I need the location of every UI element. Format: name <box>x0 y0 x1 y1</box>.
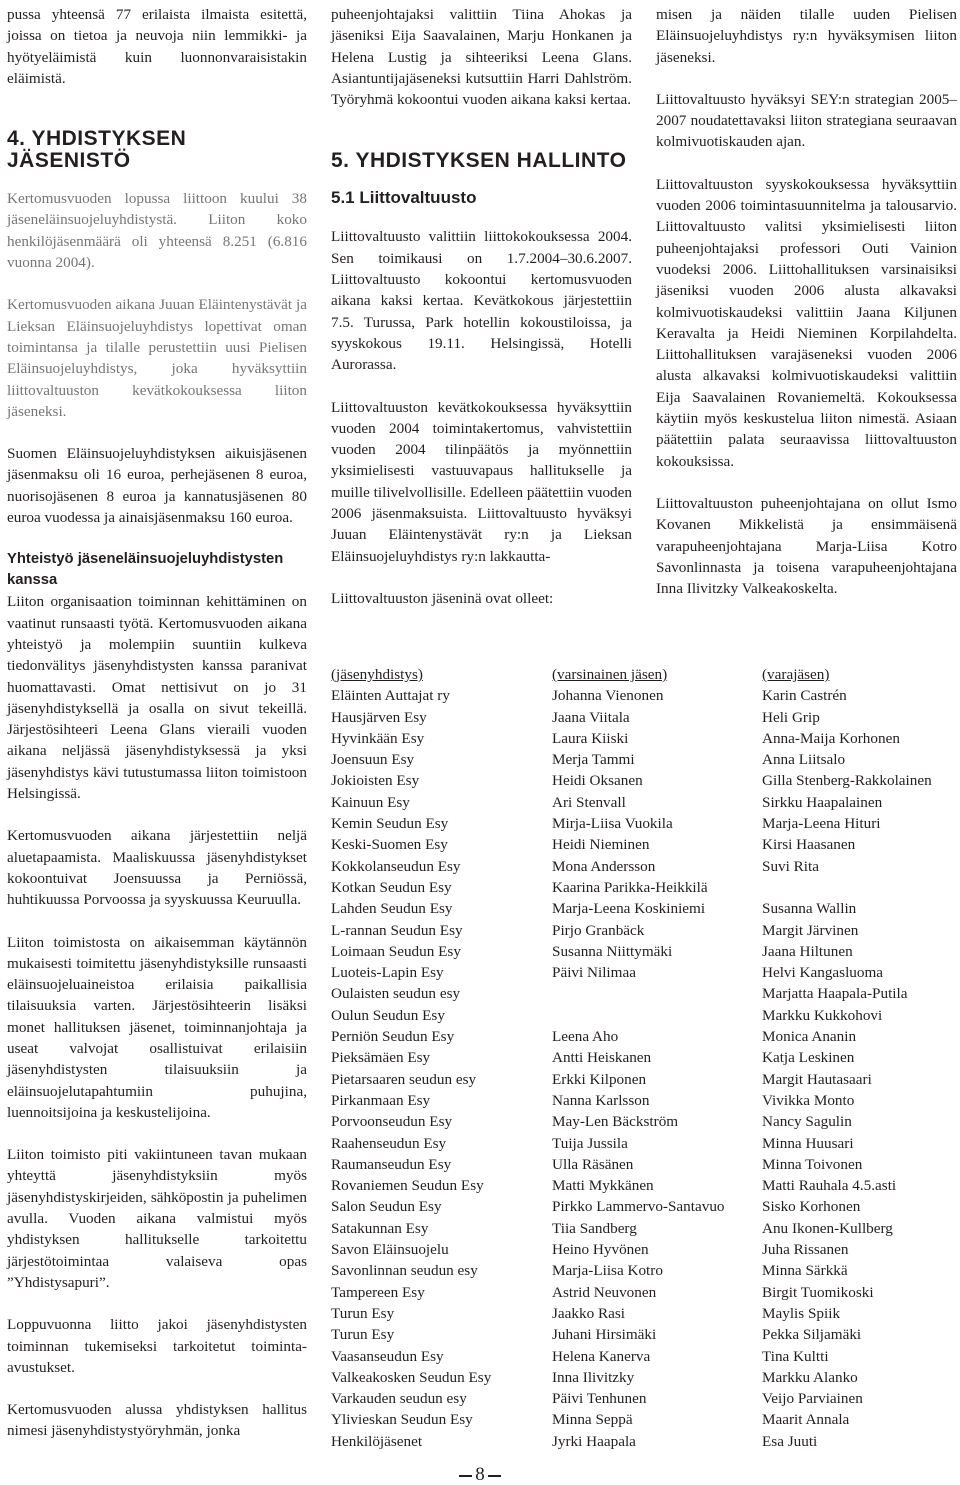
member-name: Marja-Leena Koskiniemi <box>552 900 706 918</box>
deputy-name: Minna Huusari <box>762 1134 854 1152</box>
association-name: Kemin Seudun Esy <box>331 815 449 833</box>
association-name: Kainuun Esy <box>331 793 410 811</box>
deputy-name: Maylis Spiik <box>762 1304 841 1322</box>
membership-fees-paragraph: Suomen Eläinsuojeluyhdistyksen aikuisjäsenen jäsenmaksu oli 16 euroa, perhejäsenen 8 euroa, nuorisojäsenen 8 euroa ja kannatusjäsenen 80 euroa vuodessa ja ainaisjäsenmaksu 160 euroa. <box>7 445 307 527</box>
deputy-name: Tina Kultti <box>762 1347 829 1365</box>
spring-meeting-paragraph: Liittovaltuuston kevätkokouksessa hyväksyttiin vuoden 2004 toimintakertomus, vahvistettiin vuoden 2004 tilinpäätös ja myönnettiin yksimielisesti vastuuvapaus hallitukselle ja muille tilivelvollisille. Edelleen päätettiin vuoden 2006 jäsenmaksuista. Liittovaltuusto hyväksyi Juuan Eläintenystävät ry:n ja Lieksan Eläinsuojeluyhdistys ry:n lakkautta- <box>331 398 632 565</box>
materials-paragraph: Liiton toimistosta on aikaisemman käytännön mukaisesti toimitettu jäsenyhdistyksille runsaasti eläinsuojeluaineistoa erilaisia paikallisia tilaisuuksia varten. Järjestösihteerin lisäksi monet hallituksen jäsenet, toiminnanjohtaja ja useat valvojat osallistuivat erilaisiin jäsenyhdistysten tilaisuuksiin ja eläinsuojelutapahtumiin puhujina, luennoitsijoina ja keskustelijoina. <box>7 933 307 1121</box>
association-name: Hyvinkään Esy <box>331 729 425 747</box>
member-name: Leena Aho <box>552 1028 619 1046</box>
section-5-heading: 5. YHDISTYKSEN HALLINTO <box>331 149 627 173</box>
deputy-name: Minna Toivonen <box>762 1155 863 1173</box>
deputy-name: Heli Grip <box>762 708 820 726</box>
member-name: Susanna Niittymäki <box>552 942 673 960</box>
working-group-paragraph: Kertomusvuoden alussa yhdistyksen hallitus nimesi jäsenyhdistystyöryhmän, jonka <box>7 1401 307 1440</box>
member-name: Päivi Tenhunen <box>552 1390 647 1408</box>
member-name: Tuija Jussila <box>552 1134 628 1152</box>
deputy-column-header: (varajäsen) <box>762 666 830 683</box>
middle-column <box>331 4 632 630</box>
association-name: Vaasanseudun Esy <box>331 1347 444 1365</box>
member-name: Ari Stenvall <box>552 793 626 811</box>
contact-paragraph: Liiton toimisto piti vakiintuneen tavan mukaan yhteyttä jäsenyhdistyksiin myös jäsenyhdistyskirjeiden, sähköpostin ja puhelimen avulla. Vuoden aikana valmistui myös yhdistyksen hallitukselle tarkoitettu järjestötoimintaa valaiseva opas ”Yhdistysapuri”. <box>7 1146 307 1291</box>
membership-paragraph: Kertomusvuoden lopussa liittoon kuului 38 jäseneläinsuojeluyhdistystä. Liiton koko henkilöjäsenmäärä oli yhteensä 8.251 (6.816 vuonna 2004). <box>7 190 307 272</box>
deputy-name: Juha Rissanen <box>762 1241 849 1259</box>
association-name: Turun Esy <box>331 1326 395 1344</box>
association-name: Oulun Seudun Esy <box>331 1006 445 1024</box>
deputy-name: Margit Hautasaari <box>762 1070 872 1088</box>
association-name: Pirkanmaan Esy <box>331 1091 431 1109</box>
association-name: Satakunnan Esy <box>331 1219 429 1237</box>
deputy-name: Marjatta Haapala-Putila <box>762 985 908 1003</box>
member-name: Pirjo Granbäck <box>552 921 645 939</box>
association-name: Perniön Seudun Esy <box>331 1028 455 1046</box>
member-name: Antti Heiskanen <box>552 1049 652 1067</box>
section-5-1-heading: 5.1 Liittovaltuusto <box>331 188 477 208</box>
member-name: Tiia Sandberg <box>552 1219 637 1237</box>
association-name: Pieksämäen Esy <box>331 1049 431 1067</box>
association-name: Luoteis-Lapin Esy <box>331 964 444 982</box>
association-name: Henkilöjäsenet <box>331 1432 423 1450</box>
association-name: Eläinten Auttajat ry <box>331 687 450 705</box>
members-intro: Liittovaltuuston jäseninä ovat olleet: <box>331 589 554 607</box>
association-name: Varkauden seudun esy <box>331 1390 467 1408</box>
section-4-heading: 4. YHDISTYKSEN JÄSENISTÖ <box>7 127 187 173</box>
association-name: Ylivieskan Seudun Esy <box>331 1411 473 1429</box>
member-column-header: (varsinainen jäsen) <box>552 666 668 683</box>
association-name: Raahenseudun Esy <box>331 1134 447 1152</box>
deputy-name: Pekka Siljamäki <box>762 1326 862 1344</box>
cooperation-subheading: Yhteistyö jäseneläinsuojeluyhdistysten kanssa <box>7 551 284 589</box>
member-name: Laura Kiiski <box>552 729 629 747</box>
member-name: Mirja-Liisa Vuokila <box>552 815 673 833</box>
member-name <box>552 1005 761 1026</box>
deputy-name: Veijo Parviainen <box>762 1390 863 1408</box>
association-name: Lahden Seudun Esy <box>331 900 453 918</box>
deputy-name: Gilla Stenberg-Rakkolainen <box>762 772 932 790</box>
deputy-name: Marja-Leena Hituri <box>762 815 881 833</box>
page-number: 8 <box>475 1464 485 1485</box>
member-name: Ulla Räsänen <box>552 1155 634 1173</box>
association-name: Porvoonseudun Esy <box>331 1113 453 1131</box>
member-name: Pirkko Lammervo-Santavuo <box>552 1198 725 1216</box>
deputy-name <box>762 877 959 898</box>
deputy-name: Nancy Sagulin <box>762 1113 852 1131</box>
association-name: Salon Seudun Esy <box>331 1198 442 1216</box>
deputy-name: Maarit Annala <box>762 1411 850 1429</box>
deputy-name: Jaana Hiltunen <box>762 942 853 960</box>
council-paragraph: Liittovaltuusto valittiin liittokokouksessa 2004. Sen toimikausi on 1.7.2004–30.6.2007. Liittovaltuusto kokoontui kertomusvuoden aikana kaksi kertaa. Kevätkokous järjestettiin 7.5. Turussa, Park hotellin kokoustiloissa, ja syyskokous 19.11. Helsingissä, Hotelli Aurorassa. <box>331 228 632 374</box>
member-name: Merja Tammi <box>552 751 635 769</box>
member-name: Jaana Viitala <box>552 708 630 726</box>
member-name: Marja-Liisa Kotro <box>552 1262 663 1280</box>
autumn-meeting-paragraph: Liittovaltuuston syyskokouksessa hyväksyttiin vuoden 2006 toimintasuunnitelma ja talousarvio. Liittovaltuusto valitsi yksimielisesti liiton puheenjohtajaksi professori Outi Vainion vuodeksi 2006. Liittohallituksen varsinaisiksi jäseniksi vuoden 2006 alusta alkavaksi kolmivuotiskaudeksi valittiin Jaana Kiljunen Keravalta ja Heidi Nieminen Korpilahdelta. Liittohallituksen varajäseneksi vuoden 2006 alusta alkavaksi kolmivuotiskaudeksi valittiin Eija Saavalainen Rovaniemeltä. Kokouksessa käytiin myös keskustelua liiton nimestä. Asiaan päätettiin palata seuraavissa liittovaltuuston kokouksissa. <box>656 175 957 470</box>
deputy-column <box>762 664 959 1452</box>
deputy-name: Minna Särkkä <box>762 1262 848 1280</box>
member-name: Heidi Oksanen <box>552 772 643 790</box>
member-name: Jaakko Rasi <box>552 1304 625 1322</box>
deputy-name: Anna-Maija Korhonen <box>762 729 900 747</box>
member-name: Inna Ilivitzky <box>552 1368 635 1386</box>
association-name: L-rannan Seudun Esy <box>331 921 463 939</box>
association-name: Savonlinnan seudun esy <box>331 1262 478 1280</box>
deputy-name: Susanna Wallin <box>762 900 857 918</box>
association-name: Oulaisten seudun esy <box>331 985 461 1003</box>
member-column <box>552 664 761 1452</box>
deputy-name: Helvi Kangasluoma <box>762 964 884 982</box>
page-number-dash-right <box>488 1475 501 1477</box>
working-group-continuation: puheenjohtajaksi valittiin Tiina Ahokas ja jäseniksi Eija Saavalainen, Marju Honkanen ja Helena Lustig ja sihteeriksi Leena Glans. Asiantuntijajäseneksi kutsuttiin Harri Dahlström. Työryhmä kokoontui vuoden aikana kaksi kertaa. <box>331 6 632 109</box>
association-name: Savon Eläinsuojelu <box>331 1241 449 1259</box>
member-name: Erkki Kilponen <box>552 1070 647 1088</box>
member-name: Minna Seppä <box>552 1411 633 1429</box>
deputy-name: Anu Ikonen-Kullberg <box>762 1219 893 1237</box>
deputy-name: Sisko Korhonen <box>762 1198 861 1216</box>
member-name: Matti Mykkänen <box>552 1177 654 1195</box>
association-name: Pietarsaaren seudun esy <box>331 1070 477 1088</box>
left-column <box>7 4 307 1463</box>
deputy-name: Monica Ananin <box>762 1028 857 1046</box>
deputy-name: Karin Castrén <box>762 687 847 705</box>
deputy-name: Kirsi Haasanen <box>762 836 856 854</box>
association-column <box>331 664 551 1452</box>
member-name: Johanna Vienonen <box>552 687 664 705</box>
deputy-name: Sirkku Haapalainen <box>762 793 883 811</box>
deputy-name: Matti Rauhala 4.5.asti <box>762 1177 897 1195</box>
member-name: Heidi Nieminen <box>552 836 650 854</box>
chairperson-paragraph: Liittovaltuuston puheenjohtajana on ollut Ismo Kovanen Mikkelistä ja ensimmäisenä varapuheenjohtajana Marja-Liisa Kotro Savonlinnasta ja toisena varapuheenjohtajana Inna Ilivitzky Valkeakoskelta. <box>656 494 957 598</box>
association-name: Loimaan Seudun Esy <box>331 942 461 960</box>
member-name: Mona Andersson <box>552 857 656 875</box>
grants-paragraph: Loppuvuonna liitto jakoi jäsenyhdistysten toiminnan tukemiseksi tarkoitetut toiminta-avustukset. <box>7 1316 307 1376</box>
regional-meetings-paragraph: Kertomusvuoden aikana järjestettiin neljä aluetapaamista. Maaliskuussa jäsenyhdistykset kokoontuivat Joensuussa ja Perniössä, huhtikuussa Porvoossa ja syyskuussa Keuruulla. <box>7 827 307 909</box>
cooperation-paragraph: Liiton organisaation toiminnan kehittäminen on vaatinut runsaasti työtä. Kertomusvuoden aikana yhteistyö ja molempiin suuntiin kulkeva tiedonvälitys jäsenyhdistysten kanssa paranivat huomattavasti. Omat nettisivut on jo 31 jäsenyhdistyksellä ja osalla on sivut tekeillä. Järjestösihteeri Leena Glans vieraili vuoden aikana neljässä jäsenyhdistyksessä ja yksi jäsenyhdistys kävi tutustumassa liiton toimistoon Helsingissä. <box>7 593 307 803</box>
member-name: Nanna Karlsson <box>552 1091 650 1109</box>
deputy-name: Margit Järvinen <box>762 921 859 939</box>
deputy-name: Suvi Rita <box>762 857 819 875</box>
member-name: Kaarina Parikka-Heikkilä <box>552 878 708 896</box>
association-name: Turun Esy <box>331 1304 395 1322</box>
association-column-header: (jäsenyhdistys) <box>331 666 423 683</box>
deputy-name: Anna Liitsalo <box>762 751 846 769</box>
dissolution-continuation: misen ja näiden tilalle uuden Pielisen Eläinsuojeluyhdistys ry:n hyväksymisen liiton jäseneksi. <box>656 6 957 66</box>
association-name: Rovaniemen Seudun Esy <box>331 1177 484 1195</box>
association-name: Hausjärven Esy <box>331 708 427 726</box>
member-name: Astrid Neuvonen <box>552 1283 657 1301</box>
member-name: Jyrki Haapala <box>552 1432 636 1450</box>
association-name: Raumanseudun Esy <box>331 1155 452 1173</box>
member-name: Juhani Hirsimäki <box>552 1326 657 1344</box>
deputy-name: Markku Alanko <box>762 1368 858 1386</box>
new-association-paragraph: Kertomusvuoden aikana Juuan Eläintenystävät ja Lieksan Eläinsuojeluyhdistys lopettivat oman toimintansa ja tilalle perustettiin uusi Pielisen Eläinsuojeluyhdistys, joka hyväksyttiin liittovaltuuston kevätkokouksessa liiton jäseneksi. <box>7 296 307 420</box>
association-name: Tampereen Esy <box>331 1283 425 1301</box>
deputy-name: Vivikka Monto <box>762 1091 855 1109</box>
member-name <box>552 983 761 1004</box>
member-name: Heino Hyvönen <box>552 1241 649 1259</box>
association-name: Keski-Suomen Esy <box>331 836 448 854</box>
deputy-name: Katja Leskinen <box>762 1049 855 1067</box>
member-name: May-Len Bäckström <box>552 1113 679 1131</box>
deputy-name: Esa Juuti <box>762 1432 818 1450</box>
member-name: Helena Kanerva <box>552 1347 651 1365</box>
strategy-paragraph: Liittovaltuusto hyväksyi SEY:n strategian 2005–2007 noudatettavaksi liiton strategiana seuraavan kolmivuotiskauden ajan. <box>656 90 957 151</box>
association-name: Joensuun Esy <box>331 751 415 769</box>
association-name: Valkeakosken Seudun Esy <box>331 1368 492 1386</box>
association-name: Kokkolanseudun Esy <box>331 857 461 875</box>
deputy-name: Birgit Tuomikoski <box>762 1283 874 1301</box>
deputy-name: Markku Kukkohovi <box>762 1006 883 1024</box>
intro-continuation: pussa yhteensä 77 erilaista ilmaista esitettä, joissa on tietoa ja neuvoja niin lemmikki- ja hyötyeläimistä kuin luonnonvaraisistakin eläimistä. <box>7 6 307 87</box>
association-name: Jokioisten Esy <box>331 772 420 790</box>
association-name: Kotkan Seudun Esy <box>331 878 452 896</box>
right-column <box>656 4 957 620</box>
member-name: Päivi Nilimaa <box>552 964 636 982</box>
